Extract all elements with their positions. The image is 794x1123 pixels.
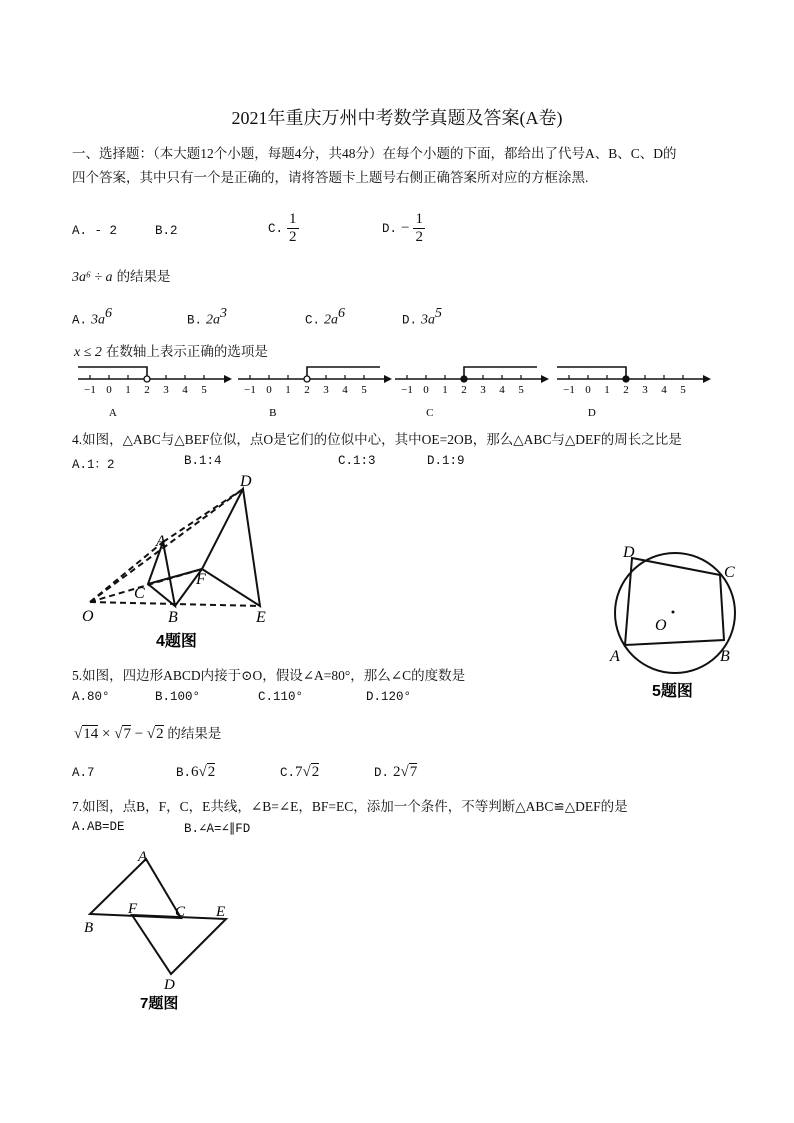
tick-label: 4 [182, 384, 188, 396]
solution-bracket [307, 367, 380, 379]
dashed-line-ad [163, 489, 243, 542]
option-label: C [426, 407, 434, 419]
q4-stem: 4.如图，△ABC与△BEF位似，点O是它们的位似中心，其中OE=2OB，那么△ABC与△DEF的周长之比是 [72, 432, 682, 447]
q7-option-a: A.AB=DE [72, 820, 125, 834]
point-label-e: E [216, 904, 226, 920]
closed-point-icon [461, 376, 467, 382]
radicand: 7 [409, 764, 418, 780]
tick-label: 0 [585, 384, 591, 396]
triangle-def [132, 915, 226, 974]
axis-arrow-icon [703, 375, 711, 383]
point-label-a: A [610, 648, 620, 665]
q1-option-d-sign: − [401, 220, 410, 237]
radicand: 2 [156, 726, 164, 742]
q6-stem-text: 的结果是 [167, 726, 222, 741]
q4-figure-caption: 4题图 [156, 633, 197, 650]
q3-stem-text: 在数轴上表示正确的选项是 [105, 344, 268, 359]
tick-label: −1 [401, 384, 413, 396]
number-line-c [395, 367, 549, 419]
q7-figure [78, 844, 258, 1014]
q2-expression: 3a⁶ ÷ a [72, 270, 113, 285]
fraction-numerator: 1 [415, 211, 423, 227]
solution-bracket [464, 367, 537, 379]
open-point-icon [144, 376, 150, 382]
section-instructions-line2: 四个答案，其中只有一个是正确的，请将答题卡上题号右侧正确答案所对应的方框涂黑. [72, 170, 589, 185]
sqrt-icon: √ [146, 726, 156, 742]
tick-label: 2 [304, 384, 310, 396]
radicand: 7 [123, 726, 131, 742]
axis-arrow-icon [384, 375, 392, 383]
tick-label: 5 [201, 384, 207, 396]
q2-option-c [305, 306, 345, 328]
option-label: D. [374, 766, 390, 780]
q1-option-d-label: D. [382, 222, 398, 237]
q6-option-b [176, 763, 215, 781]
option-label: C. [280, 766, 296, 780]
q5-figure [600, 530, 760, 708]
tick-label: 3 [480, 384, 486, 396]
tick-label: 1 [604, 384, 610, 396]
center-point [672, 611, 675, 614]
option-label: D [587, 407, 596, 419]
q4-option-b: B.1:4 [184, 454, 222, 468]
q1-option-b: B.2 [155, 224, 178, 238]
option-label: D. [402, 313, 418, 328]
sqrt-icon: √ [198, 764, 207, 780]
tick-label: 5 [361, 384, 367, 396]
q4-figure [70, 472, 290, 652]
sqrt-icon: √ [302, 764, 311, 780]
number-line-a [78, 367, 232, 419]
tick-label: 0 [106, 384, 112, 396]
q6-option-d [374, 763, 417, 781]
q3-number-lines [0, 358, 794, 420]
option-label: A. [72, 313, 88, 328]
tick-label: −1 [563, 384, 575, 396]
fraction-denominator: 2 [415, 229, 423, 245]
q5-figure-caption: 5题图 [652, 683, 693, 700]
quadrilateral-abcd [625, 558, 724, 645]
triangle-def [202, 489, 260, 606]
q7-figure-caption: 7题图 [140, 995, 179, 1012]
tick-label: 2 [461, 384, 467, 396]
q5-option-c: C.110° [258, 690, 304, 704]
radicand: 2 [311, 764, 320, 780]
option-label: B. [176, 766, 192, 780]
number-line-b [238, 367, 392, 419]
q2-option-a [72, 306, 112, 328]
coefficient: 2 [393, 764, 401, 780]
option-label: A [108, 407, 117, 419]
page-title: 2021年重庆万州中考数学真题及答案(A卷) [231, 108, 563, 128]
q1-option-c [268, 211, 299, 246]
q2-option-d [402, 306, 442, 328]
tick-label: 0 [423, 384, 429, 396]
circle-o [615, 553, 735, 673]
solution-bracket [78, 367, 147, 379]
point-label-c: C [175, 904, 186, 920]
point-label-a: A [156, 533, 166, 550]
q5-stem: 5.如图，四边形ABCD内接于⊙O，假设∠A=80°，那么∠C的度数是 [72, 668, 466, 683]
section-instructions-line1: 一、选择题：（本大题12个小题，每题4分，共48分）在每个小题的下面，都给出了代号A、B、C、D的 [72, 146, 677, 161]
q5-option-b: B.100° [155, 690, 201, 704]
q1-option-d-fraction [413, 211, 425, 246]
radicand: 2 [207, 764, 216, 780]
q7-stem: 7.如图，点B，F，C，E共线，∠B=∠E，BF=EC，添加一个条件，不等判断△ABC≌△DEF的是 [72, 799, 628, 814]
tick-label: 2 [144, 384, 150, 396]
tick-label: 4 [342, 384, 348, 396]
point-label-o: O [655, 617, 667, 634]
q5-option-a: A.80° [72, 690, 110, 704]
tick-label: 5 [518, 384, 524, 396]
point-label-f: F [196, 571, 206, 588]
tick-label: 2 [623, 384, 629, 396]
closed-point-icon [623, 376, 629, 382]
option-exponent: 6 [105, 306, 113, 321]
point-label-b: B [720, 648, 730, 665]
triangle-abc [148, 542, 175, 606]
option-exponent: 6 [338, 306, 346, 321]
point-label-b: B [168, 609, 178, 626]
option-exponent: 3 [220, 306, 228, 321]
q3-inequality: x ≤ 2 [74, 345, 102, 360]
option-expression: 3a [91, 312, 106, 328]
point-label-d: D [164, 977, 175, 993]
tick-label: 1 [442, 384, 448, 396]
q2-stem-text: 的结果是 [116, 269, 171, 284]
minus-sign: − [134, 726, 144, 742]
q1-option-c-fraction [287, 211, 299, 246]
option-label: B [269, 407, 277, 419]
fraction-denominator: 2 [289, 229, 297, 245]
tick-label: −1 [84, 384, 96, 396]
q6-option-a: A.7 [72, 766, 95, 780]
option-expression: 3a [421, 312, 436, 328]
sqrt-icon: √ [74, 726, 83, 742]
point-label-f: F [128, 901, 138, 917]
q2-stem [72, 265, 171, 286]
option-expression: 2a [206, 312, 221, 328]
point-label-e: E [256, 609, 266, 626]
dashed-line-od [90, 489, 243, 602]
number-line-d [557, 367, 711, 419]
point-label-c: C [724, 564, 735, 581]
q1-option-d [382, 211, 425, 246]
tick-label: 1 [125, 384, 131, 396]
point-label-a: A [138, 849, 148, 865]
q4-option-d: D.1:9 [427, 454, 465, 468]
q7-option-b: B.∠A=∠∥FD [184, 822, 251, 836]
point-label-d: D [240, 473, 252, 490]
option-expression: 2a [324, 312, 339, 328]
fraction-numerator: 1 [289, 211, 297, 227]
tick-label: 4 [499, 384, 505, 396]
q1-option-c-label: C. [268, 222, 284, 237]
option-exponent: 5 [435, 306, 443, 321]
q4-option-c: C.1:3 [338, 454, 376, 468]
sqrt-icon: √ [400, 764, 409, 780]
times-sign: × [101, 726, 111, 742]
q4-option-a: A.1：2 [72, 458, 115, 472]
option-label: B. [187, 313, 203, 328]
q6-stem [74, 722, 221, 743]
option-label: C. [305, 313, 321, 328]
tick-label: 3 [323, 384, 329, 396]
tick-label: 0 [266, 384, 272, 396]
open-point-icon [304, 376, 310, 382]
coefficient: 7 [295, 764, 303, 780]
tick-label: 3 [163, 384, 169, 396]
tick-label: 1 [285, 384, 291, 396]
q6-option-c [280, 763, 319, 781]
point-label-b: B [84, 920, 94, 936]
coefficient: 6 [191, 764, 199, 780]
point-label-d: D [623, 544, 635, 561]
tick-label: 4 [661, 384, 667, 396]
tick-label: −1 [244, 384, 256, 396]
q1-option-a: A. - 2 [72, 224, 118, 238]
radicand: 14 [83, 726, 99, 742]
tick-label: 5 [680, 384, 686, 396]
q2-option-b [187, 306, 227, 328]
point-label-o: O [82, 608, 94, 625]
q5-option-d: D.120° [366, 690, 412, 704]
solution-bracket [557, 367, 626, 379]
tick-label: 3 [642, 384, 648, 396]
axis-arrow-icon [541, 375, 549, 383]
point-label-c: C [134, 585, 145, 602]
sqrt-icon: √ [114, 726, 123, 742]
axis-arrow-icon [224, 375, 232, 383]
